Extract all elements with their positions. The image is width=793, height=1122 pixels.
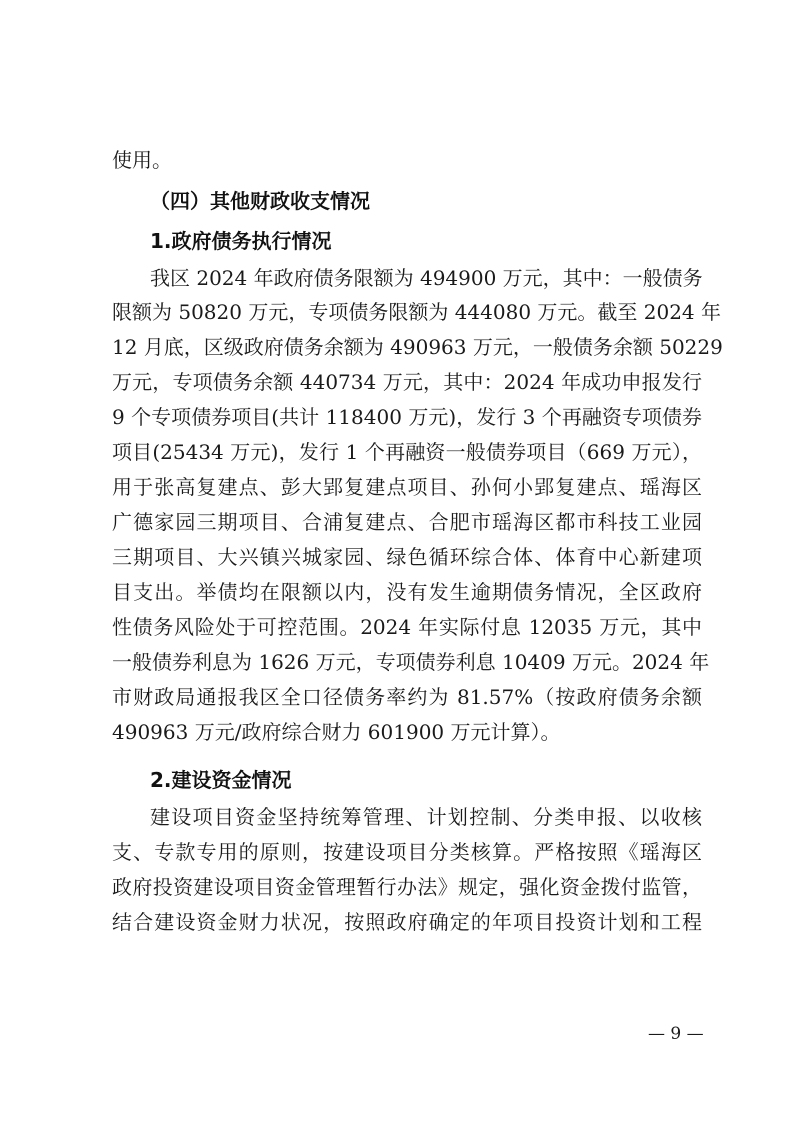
body-text-line: 一般债券利息为 1626 万元，专项债券利息 10409 万元。2024 年 xyxy=(112,650,710,674)
body-text-line: 性债务风险处于可控范围。2024 年实际付息 12035 万元，其中 xyxy=(112,615,702,639)
body-text-line: 市财政局通报我区全口径债务率约为 81.57%（按政府债务余额 xyxy=(112,685,702,709)
body-text-line: 万元，专项债务余额 440734 万元，其中：2024 年成功申报发行 xyxy=(112,370,702,394)
body-text-line: 490963 万元/政府综合财力 601900 万元计算）。 xyxy=(112,720,561,744)
body-text-line: 限额为 50820 万元，专项债务限额为 444080 万元。截至 2024 年 xyxy=(112,300,722,324)
body-text-line: 政府投资建设项目资金管理暂行办法》规定，强化资金拨付监管， xyxy=(112,875,702,899)
body-text-line: 我区 2024 年政府债务限额为 494900 万元，其中：一般债务 xyxy=(150,266,703,290)
page-number: — 9 — xyxy=(648,1024,704,1044)
body-text-line: 项目(25434 万元)，发行 1 个再融资一般债券项目（669 万元）， xyxy=(112,440,702,464)
body-text-line: 建设项目资金坚持统筹管理、计划控制、分类申报、以收核 xyxy=(150,805,702,829)
subsection-heading-debt: 1.政府债务执行情况 xyxy=(150,229,332,253)
body-text-line: 用于张高复建点、彭大郢复建点项目、孙何小郢复建点、瑶海区 xyxy=(112,475,702,499)
subsection-heading-construction: 2.建设资金情况 xyxy=(150,768,292,792)
body-text-line: 9 个专项债券项目(共计 118400 万元)，发行 3 个再融资专项债券 xyxy=(112,405,702,429)
body-text-line: 广德家园三期项目、合浦复建点、合肥市瑶海区都市科技工业园 xyxy=(112,510,702,534)
body-text-line: 12 月底，区级政府债务余额为 490963 万元，一般债务余额 50229 xyxy=(112,335,723,359)
body-text-line: 使用。 xyxy=(112,148,172,172)
body-text-line: 目支出。举债均在限额以内，没有发生逾期债务情况，全区政府 xyxy=(112,580,702,604)
body-text-line: 结合建设资金财力状况，按照政府确定的年项目投资计划和工程 xyxy=(112,910,702,934)
body-text-line: 支、专款专用的原则，按建设项目分类核算。严格按照《瑶海区 xyxy=(112,840,702,864)
section-heading: （四）其他财政收支情况 xyxy=(150,189,370,213)
body-text-line: 三期项目、大兴镇兴城家园、绿色循环综合体、体育中心新建项 xyxy=(112,545,702,569)
